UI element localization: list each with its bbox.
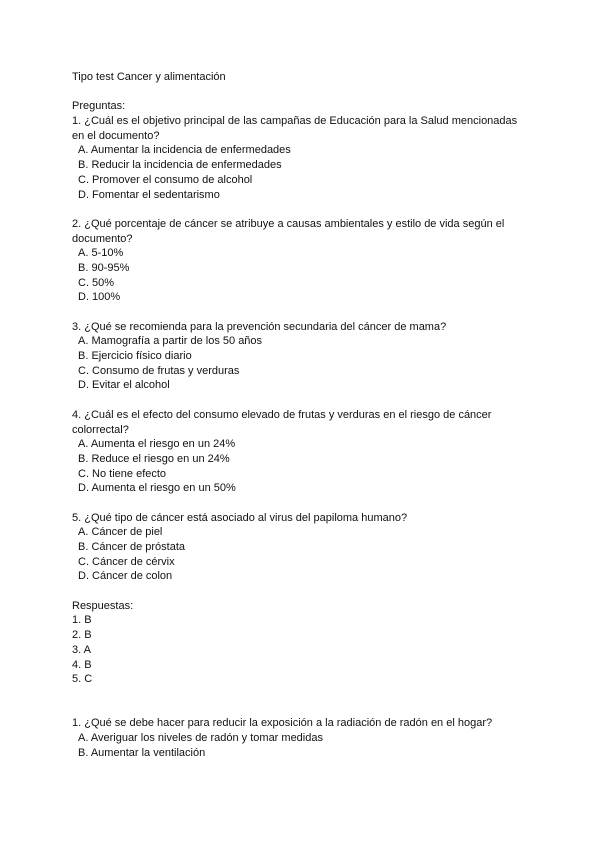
question-text: 3. ¿Qué se recomienda para la prevención secundaria del cáncer de mama? — [72, 320, 447, 333]
answer-option: D. Aumenta el riesgo en un 50% — [78, 482, 236, 495]
answer-key-item: 1. B — [72, 614, 92, 627]
answer-option: A. Cáncer de piel — [78, 526, 163, 539]
answer-option: A. Mamografía a partir de los 50 años — [78, 335, 263, 348]
answer-option: B. Cáncer de próstata — [78, 541, 186, 553]
answer-option: D. Fomentar el sedentarismo — [78, 188, 220, 201]
answers-list — [72, 613, 542, 686]
answer-option: A. Averiguar los niveles de radón y tomar medidas — [78, 731, 323, 744]
question — [72, 114, 542, 202]
questions-heading: Preguntas: — [72, 100, 126, 113]
question — [72, 408, 542, 496]
question-text: colorrectal? — [72, 423, 129, 436]
answer-option: C. No tiene efecto — [78, 467, 167, 480]
question-text: en el documento? — [72, 129, 160, 142]
answer-option: C. Cáncer de cérvix — [78, 555, 175, 568]
answer-option: A. Aumenta el riesgo en un 24% — [78, 438, 236, 451]
document-page — [72, 70, 542, 760]
question-text: 2. ¿Qué porcentaje de cáncer se atribuye a causas ambientales y estilo de vida según el — [72, 217, 505, 230]
answer-option: A. Aumentar la incidencia de enfermedades — [78, 144, 291, 157]
question — [72, 217, 542, 305]
answer-option: A. 5-10% — [78, 247, 124, 260]
answer-key-item: 4. B — [72, 658, 92, 671]
answer-key-item: 5. C — [72, 673, 93, 686]
answer-option: B. Reduce el riesgo en un 24% — [78, 452, 230, 465]
question-text: 1. ¿Cuál es el objetivo principal de las campañas de Educación para la Salud mencionadas — [72, 115, 518, 128]
answer-option: C. 50% — [78, 276, 115, 289]
next-question-block — [72, 716, 542, 760]
question-text: 4. ¿Cuál es el efecto del consumo elevado de frutas y verduras en el riesgo de cáncer — [72, 408, 492, 421]
question-text: 5. ¿Qué tipo de cáncer está asociado al virus del papiloma humano? — [72, 511, 408, 524]
answer-option: C. Consumo de frutas y verduras — [78, 364, 240, 377]
answer-key-item: 3. A — [72, 643, 91, 656]
answer-option: D. 100% — [78, 291, 121, 304]
answer-option: B. Aumentar la ventilación — [78, 746, 206, 759]
question-text: documento? — [72, 232, 133, 245]
question-text: 1. ¿Qué se debe hacer para reducir la exposición a la radiación de radón en el hogar? — [72, 717, 493, 730]
answer-option: C. Promover el consumo de alcohol — [78, 173, 253, 186]
document-title: Tipo test Cancer y alimentación — [72, 71, 226, 83]
question — [72, 716, 542, 760]
question — [72, 511, 542, 584]
answers-heading: Respuestas: — [72, 599, 134, 612]
answer-option: D. Cáncer de colon — [78, 570, 173, 583]
answer-option: B. Ejercicio físico diario — [78, 350, 192, 363]
answer-option: D. Evitar el alcohol — [78, 379, 170, 392]
answer-option: B. Reducir la incidencia de enfermedades — [78, 159, 282, 172]
answer-key-item: 2. B — [72, 629, 92, 642]
questions-list — [72, 114, 542, 584]
question — [72, 320, 542, 393]
answer-option: B. 90-95% — [78, 261, 130, 274]
